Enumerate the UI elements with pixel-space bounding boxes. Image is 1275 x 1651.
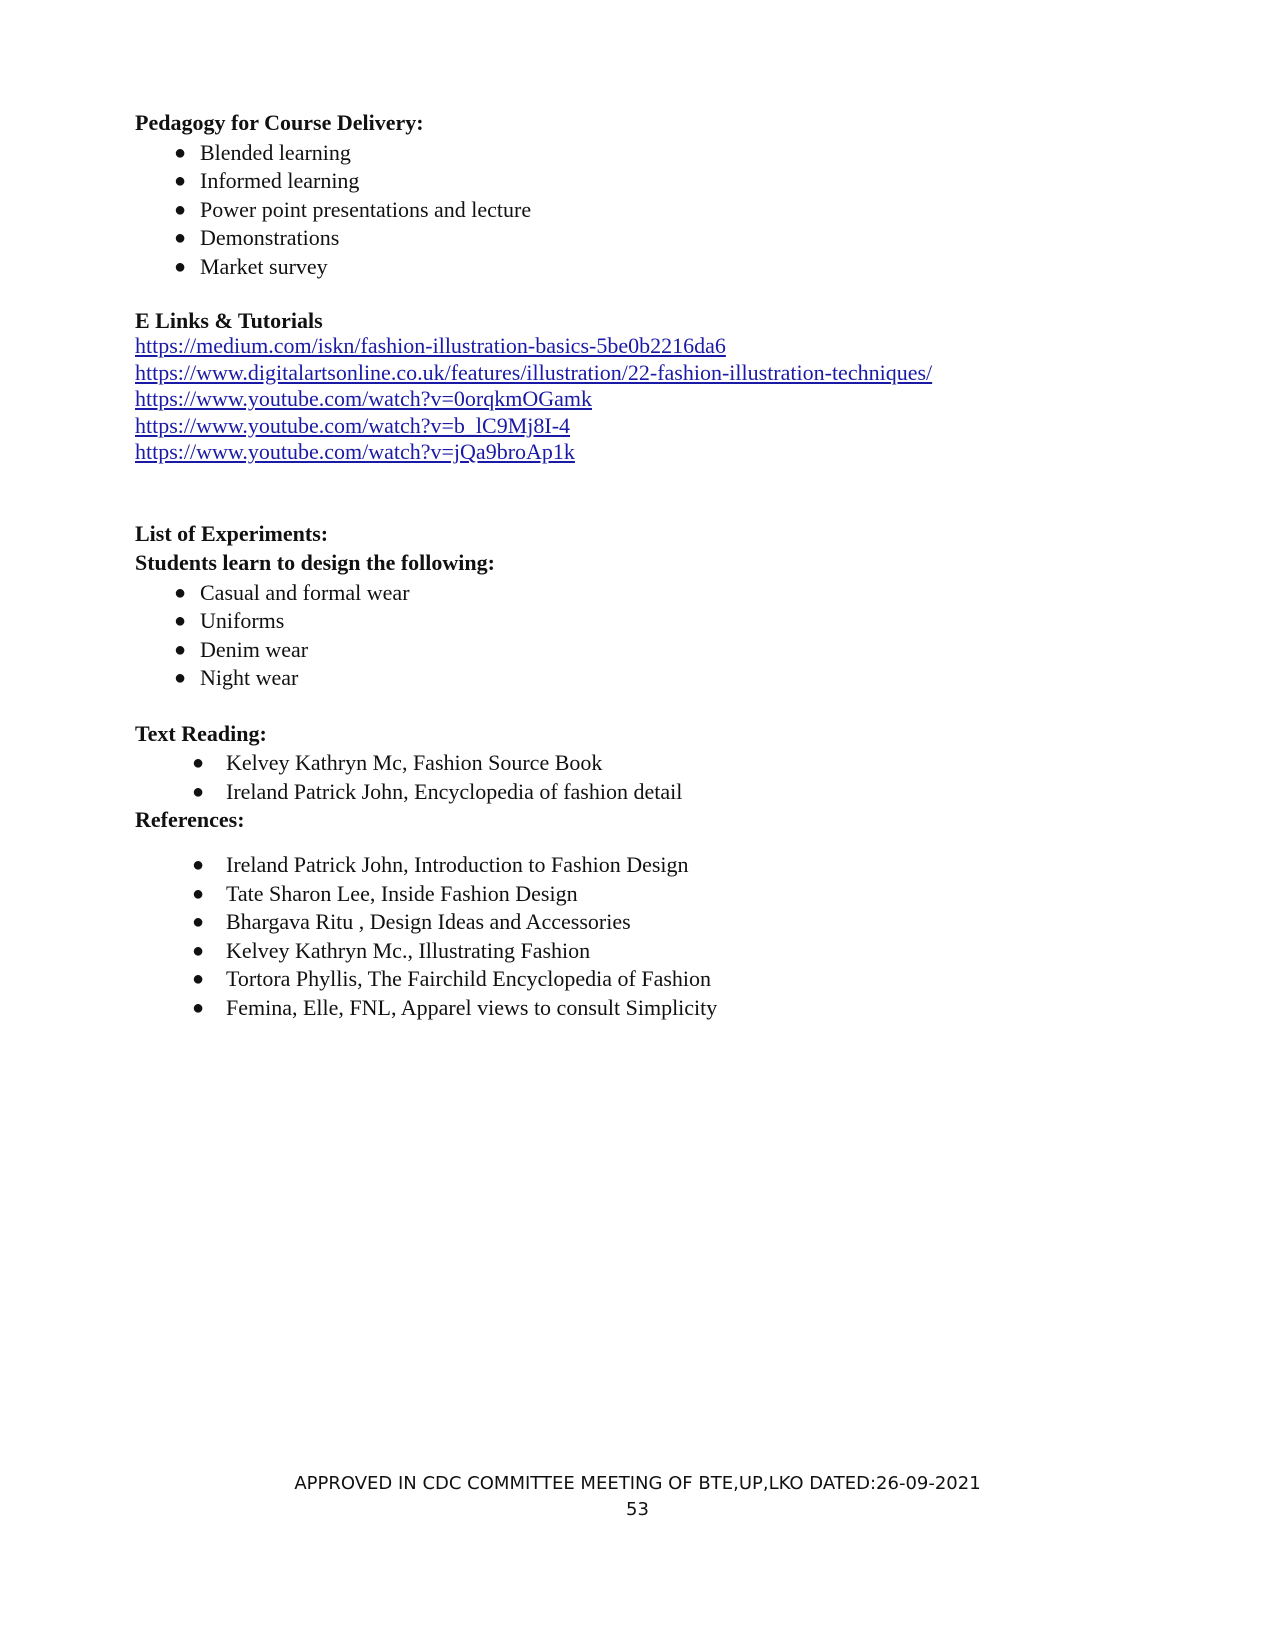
bullet-icon: ● [174,227,187,250]
approval-footer: APPROVED IN CDC COMMITTEE MEETING OF BTE,UP,LKO DATED:26-09-2021 [294,1473,981,1494]
list-item: ● Informed learning [200,167,531,195]
bullet-icon: ● [174,667,187,690]
experiments-heading: List of Experiments: [135,521,329,546]
bullet-icon: ● [174,142,187,164]
bullet-icon: ● [192,882,205,905]
list-item: ● Night wear [200,664,410,692]
list-item: ● Bhargava Ritu , Design Ideas and Accessories [226,908,717,937]
tutorial-link[interactable]: https://www.youtube.com/watch?v=jQa9broAp1k [135,439,575,465]
experiments-subheading: Students learn to design the following: [135,550,495,575]
list-item: ● Kelvey Kathryn Mc, Fashion Source Book [226,749,682,778]
bullet-icon: ● [192,854,205,876]
tutorial-link[interactable]: https://medium.com/iskn/fashion-illustration-basics-5be0b2216da6 [135,333,726,358]
tutorial-link[interactable]: https://www.youtube.com/watch?v=0orqkmOGamk [135,386,593,412]
bullet-icon: ● [192,996,205,1019]
bullet-icon: ● [192,911,205,934]
list-item: ● Power point presentations and lecture [200,196,531,224]
list-item: ● Demonstrations [200,224,531,252]
list-item: ● Femina, Elle, FNL, Apparel views to consult Simplicity [226,994,717,1023]
bullet-icon: ● [174,638,187,661]
experiments-list [174,579,410,693]
list-item: ● Uniforms [200,607,410,635]
references-list [192,851,718,1023]
list-item: ● Ireland Patrick John, Encyclopedia of fashion detail [226,778,682,807]
list-item: ● Market survey [200,253,531,281]
bullet-icon: ● [174,582,187,604]
elinks-heading: E Links & Tutorials [135,308,323,333]
elinks-list [135,333,932,466]
list-item: ● Ireland Patrick John, Introduction to Fashion Design [226,851,717,880]
list-item: ● Kelvey Kathryn Mc., Illustrating Fashion [226,937,717,966]
bullet-icon: ● [174,610,187,633]
references-heading: References: [135,807,245,832]
list-item: ● Casual and formal wear [200,579,410,607]
bullet-icon: ● [174,170,187,193]
list-item: ● Tortora Phyllis, The Fairchild Encyclopedia of Fashion [226,965,717,994]
bullet-icon: ● [192,939,205,962]
pedagogy-list [174,139,532,281]
list-item: ● Blended learning [200,139,531,167]
bullet-icon: ● [174,198,187,221]
text-reading-list [192,749,683,806]
list-item: ● Tate Sharon Lee, Inside Fashion Design [226,880,717,909]
text-reading-heading: Text Reading: [135,721,267,746]
pedagogy-heading: Pedagogy for Course Delivery: [135,110,424,135]
bullet-icon: ● [192,968,205,991]
bullet-icon: ● [174,255,187,278]
list-item: ● Denim wear [200,636,410,664]
bullet-icon: ● [192,752,205,774]
page-number: 53 [626,1499,649,1520]
tutorial-link[interactable]: https://www.youtube.com/watch?v=b_lC9Mj8I-4 [135,412,571,438]
tutorial-link[interactable]: https://www.digitalartsonline.co.uk/features/illustration/22-fashion-illustration-techniques/ [135,359,933,385]
bullet-icon: ● [192,780,205,803]
